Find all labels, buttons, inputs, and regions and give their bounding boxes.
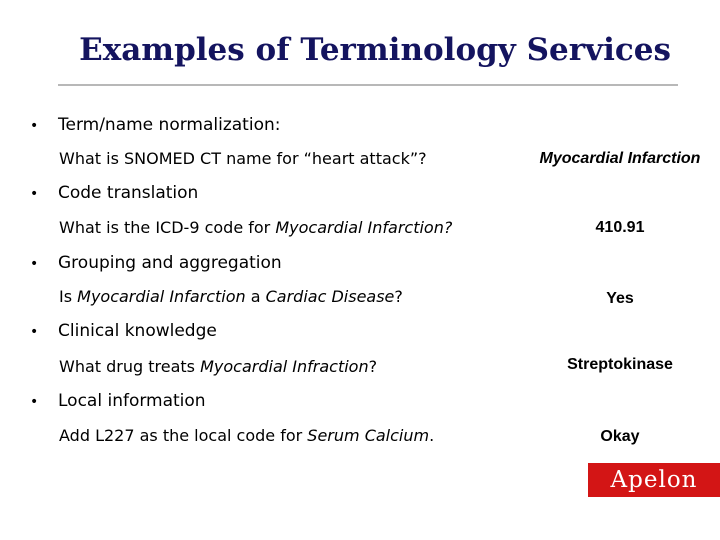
bullet-clinical-knowledge	[30, 321, 217, 341]
question-italic-term: Cardiac Disease	[265, 287, 395, 306]
question-italic-term: Myocardial Infarction	[77, 287, 246, 306]
bullet-dot: •	[30, 394, 39, 410]
question-segment: Add L227 as the local code for	[59, 426, 308, 445]
question-text	[59, 287, 403, 306]
title-divider	[58, 84, 678, 86]
question-segment: a	[245, 287, 266, 306]
bullet-label: Term/name normalization:	[58, 115, 281, 135]
bullet-dot: •	[30, 118, 39, 134]
question-text	[59, 149, 427, 168]
question-text	[59, 426, 434, 445]
apelon-logo: Apelon	[588, 463, 720, 497]
slide-title: Examples of Terminology Services	[79, 32, 671, 68]
bullet-dot: •	[30, 256, 39, 272]
question-segment: .	[429, 426, 435, 445]
bullet-label: Local information	[58, 391, 206, 411]
question-italic-term: Myocardial Infraction	[200, 357, 369, 376]
bullet-dot: •	[30, 186, 39, 202]
bullet-label: Code translation	[58, 183, 199, 203]
question-segment: Is	[59, 287, 78, 306]
question-segment: ?	[368, 357, 378, 376]
question-segment: What is SNOMED CT name for “heart attack”?	[59, 149, 427, 168]
bullet-label: Grouping and aggregation	[58, 253, 282, 273]
question-text	[59, 218, 452, 237]
bullet-term-normalization	[30, 115, 280, 135]
question-segment: ?	[394, 287, 403, 306]
bullet-dot: •	[30, 324, 39, 340]
bullet-local-information	[30, 391, 206, 411]
question-text	[59, 357, 377, 376]
answer-text: Streptokinase	[567, 356, 673, 373]
answer-text: Myocardial Infarction	[539, 150, 701, 167]
bullet-grouping-aggregation	[30, 253, 282, 273]
answer-text: Okay	[600, 428, 640, 445]
bullet-code-translation	[30, 183, 198, 203]
question-segment: What drug treats	[59, 357, 201, 376]
answer-text: Yes	[606, 290, 634, 307]
bullet-label: Clinical knowledge	[58, 321, 217, 341]
question-italic-term: Serum Calcium	[307, 426, 430, 445]
question-italic-term: Myocardial Infarction?	[275, 218, 453, 237]
question-segment: What is the ICD-9 code for	[59, 218, 276, 237]
answer-text: 410.91	[595, 219, 645, 236]
